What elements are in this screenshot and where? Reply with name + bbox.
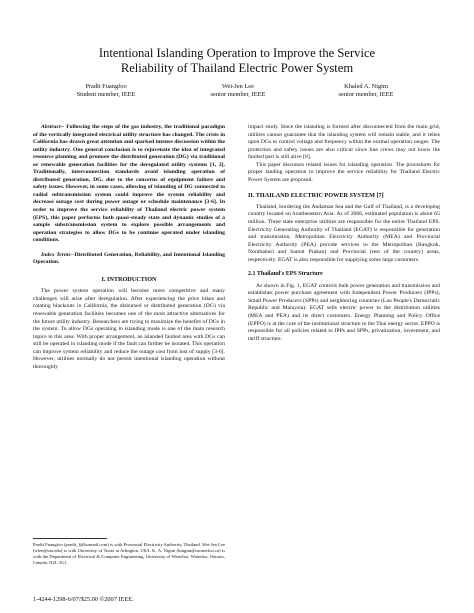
paper-title: [40, 46, 434, 76]
author-role: senior member, IEEE: [338, 91, 394, 99]
author-2: [178, 83, 298, 99]
section-1-heading: I. INTRODUCTION: [101, 275, 157, 283]
left-column: [33, 124, 225, 371]
intro-continued-text-2: This paper discusses related issues for islanding operation. The procedures for proper landing operation to improve the service reliability for Thailand Electric Power System are proposed.: [248, 161, 440, 183]
author-role: Student member, IEEE: [76, 91, 136, 99]
author-3: [306, 83, 426, 99]
right-column: [248, 124, 440, 343]
abstract: [33, 124, 225, 245]
paper-title-line-2: Reliability of Thailand Electric Power System: [120, 61, 354, 75]
section-2-text: Thailand, bordering the Andaman Sea and the Gulf of Thailand, is a developing country located on Southeastern Asia. As of 2006, estimated population is about 65 million. Three state enterprise utilities are responsible for the entire Thailand EPS. Electricity Generating Authority of Thailand (EGAT) is responsible for generation and transmission, Metropolitan Electricity Authority (MEA) and Provincial Electricity Authority (PEA) provide services to the Metropolitan (Bangkok, Nonthaburi and Samut Prakan) and Provincial (rest of the country) areas, respectively. EGAT is also responsible for supplying some large customers.: [248, 203, 440, 263]
paper-title-line-1: Intentional Islanding Operation to Improve the Service: [98, 46, 376, 60]
abstract-label: Abstract--: [41, 124, 65, 130]
index-terms-text: --Distributed Generation, Reliability, and Intentional Islanding Operation.: [33, 251, 225, 266]
author-footnote: Pradit Fuangfoo (pradit_f@hotmail.com) is with Provincial Electricity Authority, Thailand. Wei-Jen Lee (wlee@uta.edu) is with University of Texas at Arlington, USA. K. A. Nigim (knigim@uwaterloo.ca) is with the Department of Electrical & Computer Engineering, University of Waterloo, Waterloo, Ontario, Canada, N2L 3G1.: [33, 542, 225, 566]
section-2-1-heading: 2.1 Thailand's EPS Structure: [248, 271, 323, 278]
author-name: Pradit Fuangfoo: [85, 83, 127, 90]
copyright-line: 1-4244-1298-6/07/$25.00 ©2007 IEEE.: [33, 596, 134, 603]
section-2-heading: II. THAILAND ELECTRIC POWER SYSTEM [7]: [248, 192, 384, 200]
author-name: Wei-Jen Lee: [222, 83, 254, 90]
author-block: [0, 83, 474, 107]
footnote-divider: [33, 538, 107, 539]
index-terms-label: Index Terms: [41, 251, 71, 258]
section-2-1-text: As shown in Fig. 1, EGAT controls bulk power generation and transmission and establishes power purchase agreement with Independent Power Producers (IPPs), Small Power Producers (SPPs) and neighboring countries (Lao People's Democratic Republic and Malaysia). EGAT sells electric power to the distribution utilities (MEA and PEA) and its direct customers. Energy Planning and Policy Office (EPPO) is at the core of the institutional structure in the Thai energy sector. EPPO is responsible for all policies related to IPPs and SPPs, privatization, investment, and tariff structure.: [248, 282, 440, 342]
section-1-text: The power system operation will become more competitive and many challenges will arise after deregulation. After experiencing the price hikes and rotating blackouts in California, the disbursed or distributed generation (DG) via renewable generation facilities becomes one of the most attractive alternatives for the future utility industry. Researchers are trying to maximize the benefits of DGs in the system. To allow DGs operating in islanding mode is one of the main research topics in this area. With proper arrangement, an islanded faulted area with DGs can still be operated in islanding mode if the fault can further be isolated. This operation can improve system reliability and reduce the outage cost from lost of supply [3-6]. However, utilities normally do not permit intentional islanding operation without thoroughly: [33, 288, 225, 370]
abstract-text: Following the steps of the gas industry, the traditional paradigm of the vertically integrated electrical utility structure has changed. The crisis in California has drawn great attention and sparked intense discussion within the utility industry. One general conclusion is to rejuvenate the idea of integrated resource planning and promote the distributed generation (DG) via traditional or renewable generation facilities for the deregulated utility systems [1, 2]. Traditionally, interconnection standards avoid islanding operation of distributed generation, DG, due to the concerns of equipment failure and safety issues. However, in some cases, allowing of islanding of DG connected to radial subtransmission system could improve the system reliability and decrease outage cost during power outage or schedule maintenance [3-6]. In order to improve the service reliability of Thailand electric power system (EPS), this paper performs both quasi-steady state and dynamic studies of a sample substransmission system to explore possible arrangements and operation strategies to allow DGs to be continue operated under islanding conditions.: [33, 124, 226, 244]
intro-continued-text: impact study. Since the islanding is formed after disconnected from the main grid, utilities cannot guarantee that the islanding system will remain stable, and it relies upon DGs to control voltage and frequency within the normal operation ranges. The protection and safety issues are also critical since line crews may not know the faulted part is still alive [8].: [248, 124, 440, 161]
author-name: Khaled A. Nigim: [344, 83, 388, 90]
index-terms: [33, 252, 225, 267]
author-role: senior member, IEEE: [210, 91, 266, 99]
author-1: [46, 83, 166, 99]
